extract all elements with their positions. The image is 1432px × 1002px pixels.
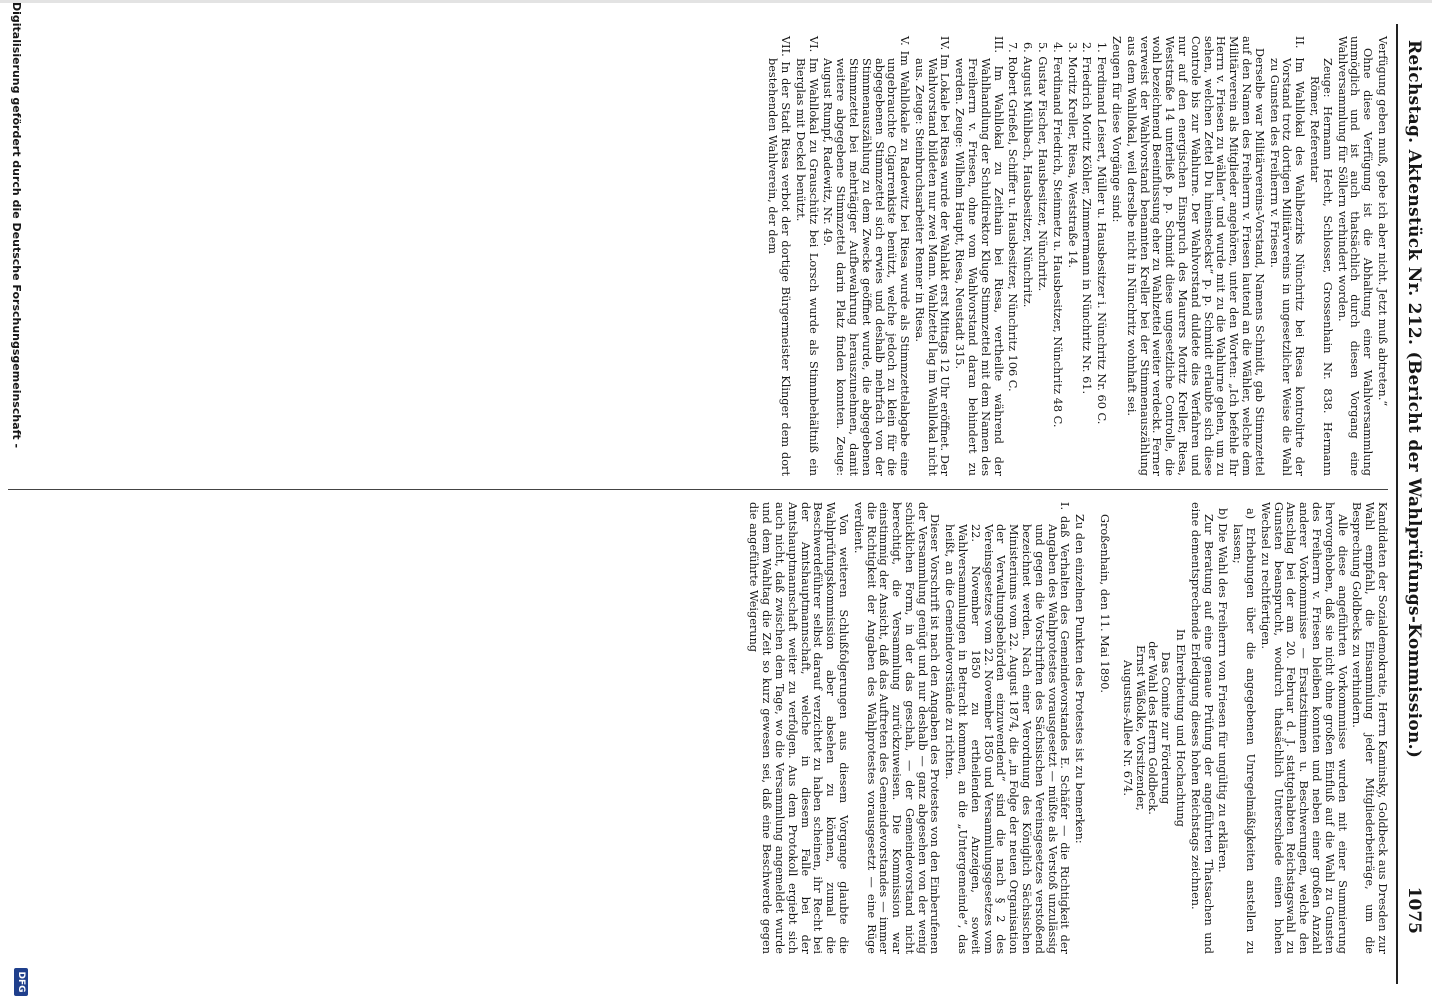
text-paragraph: Das Comite zur Förderung xyxy=(1159,651,1173,805)
text-paragraph: In Ehrerbietung und Hochachtung xyxy=(1174,628,1188,828)
text-paragraph: 1. Ferdinand Leisert, Müller u. Hausbesitzer i. Nünchritz Nr. 60 C. xyxy=(1095,42,1109,425)
spacer xyxy=(1085,502,1095,954)
text-paragraph: Alle diese angeführten Vorkommnisse wurden mit einer Summierung hervorgehoben, daß sie nicht ohne großen Einfluß auf die Wahl zu Gunsten des Freiherrn v. Friesen bleiben konnten und neben einer großen Anzahl anderer Vorkommnisse — Ersatzstimmen u. Beschwerungen, welche den Anschlag bei der am 20. Februar d. J. stattgehabten Reichstagswahl zu Gunsten beansprucht, wodurch thatsächlich Unterschiede einen hohen Wechsel zu rechtfertigen. xyxy=(1258,502,1349,954)
text-paragraph: Augustus-Allee Nr. 674. xyxy=(1120,660,1134,796)
text-paragraph: VI. Im Wahllokal zu Grauschütz bei Lorsch wurde als Stimmbehältniß ein Bierglas mit Deckel benützt. xyxy=(793,36,820,476)
text-paragraph: 2. Friedrich Moritz Köhler, Zimmermann in Nünchritz Nr. 61. xyxy=(1080,42,1094,395)
text-paragraph: Verfügung geben muß, gebe ich aber nicht. Jetzt muß abtreten.“ xyxy=(1376,36,1389,407)
text-paragraph: Großenhain, den 11. Mai 1890. xyxy=(1098,514,1112,694)
text-paragraph: IV. Im Lokale bei Riesa wurde der Wahlakt erst Mittags 12 Uhr eröffnet. Der Wahlvorstand bildeten nur zwei Mann. Wahlzettel lag im Wahllokal nicht aus. Zeuge: Steinbruchsarbeiter Renner in Riesa. xyxy=(912,36,952,476)
text-paragraph: Derselbe war Militärvereins-Vorstand, Namens Schmidt, gab Stimmzettel auf den Namen des Freiherrn v. Friesen lautend an die Wähler, welche dem Militärverein als Mitglieder angehören, unter den Worten: „Ich befehle Ihr Herrn v. Friesen zu wählen“ und wurde mit zu die Wahlurne gehen, um zu sehen, welchen Zettel Du hineinsteckst“ p. p. Schmidt erlaubte sich diese Controle bis zur Wahlurne. Der Wahlvorstand duldete dies Verfahren und nur auf den energischen Einspruch des Maurers Moritz Kreller, Riesa, Weststraße 14 unterließ p. p. Schmidt diese ungesetzliche Controlle, die wohl bezeichnend Beeinflussung eher zu Wahlzettel weiter verdeckt. Ferner verweist der Wahlvorstand benannten Kreller bei der Stimmenauszählung aus dem Wahllokal, weil derselbe nicht in Nünchritz wohnhaft sei. xyxy=(1124,36,1266,476)
text-paragraph: Zu den einzelnen Punkten des Protestes ist zu bemerken: xyxy=(1073,514,1087,844)
text-paragraph: Zur Beratung auf eine genaue Prüfung der angeführten Thatsachen und eine dementsprechende Erledigung dieses hohen Reichstags zeichnen. xyxy=(1188,502,1215,954)
text-paragraph: Dieser Vorschrift ist nach den Angaben des Protestes von den Einberufenen der Versammlung genügt und nur deshalb — ganz abgesehen von der wenig schicklichen Form, in der das geschah, — der Gemeindevorstand nicht berechtigt, die Versammlung zurückzuweisen. Die Kommission war einstimmig der Ansicht, daß das Auftreten des Gemeindevorstandes — immer die Richtigkeit der Angaben des Wahlprotestes vorausgesetzt — eine Rüge verdient. xyxy=(851,502,942,954)
spacer xyxy=(1110,502,1120,954)
right-column xyxy=(745,502,1388,954)
text-paragraph: Ernst Wäßolke, Vorsitzender, xyxy=(1133,645,1147,811)
left-column xyxy=(763,36,1388,476)
funding-notice: Digitalisierung gefördert durch die Deutsche Forschungsgemeinschaft - xyxy=(10,2,23,449)
text-paragraph: 7. Robert Grießel, Schiffer u. Hausbesitzer, Nünchritz 106 C. xyxy=(1006,42,1020,392)
text-paragraph: 5. Gustav Fischer, Hausbesitzer, Nünchritz. xyxy=(1036,42,1050,292)
text-paragraph: III. Im Wahllokal zu Zeithain bei Riesa, vertheilte während der Wahlhandlung der Schuldirektor Kluge Stimmzettel mit dem Namen des Freiherrn v. Friesen, ohne vom Wahlvorstand daran behindert zu werden. Zeuge: Wilhelm Hauptt, Riesa, Neustadt 315. xyxy=(953,36,1005,476)
text-paragraph: Kandidaten der Sozialdemokratie, Herrn Kaminsky, Goldbeck aus Dresden zur Wahl empfahl, die Einsammlung jeder Mitgliederbeiträge, um die Besprechung Goldbecks zu verhindern. xyxy=(1350,502,1389,954)
header-title: Reichstag. Aktenstück Nr. 212. (Bericht der Wahlprüfungs-Kommission.) xyxy=(1404,40,1424,759)
text-paragraph: Ohne diese Verfügung ist die Abhaltung einer Wahlversammlung unmöglich und ist auch thatsächlich durch diesen Vorgang eine Wahlversammlung für Söllern verhindert worden. xyxy=(1335,36,1375,476)
text-paragraph: VII. In der Stadt Riesa verbot der dortige Bürgermeister Klinger dem dort bestehenden Wahlverein, der dem xyxy=(766,36,792,476)
page-number: 1075 xyxy=(1404,886,1424,934)
dfg-logo-text: DFG xyxy=(16,971,26,993)
text-paragraph: Zeugen für diese Vorgänge sind: xyxy=(1110,36,1124,223)
text-paragraph: der Wahl des Herrn Goldbeck. xyxy=(1146,641,1160,815)
text-paragraph: Zeuge: Hermann Hecht, Schlosser, Grossenhain Nr. 838. Hermann Römer, Referentar xyxy=(1308,58,1334,476)
dfg-logo xyxy=(14,968,28,996)
column-separator xyxy=(8,489,1388,490)
page-header xyxy=(1396,24,1426,974)
text-paragraph: 4. Ferdinand Friedrich, Steinmetz u. Hausbesitzer, Nünchritz 48 C. xyxy=(1050,42,1064,428)
text-paragraph: V. Im Wahllokale zu Radewitz bei Riesa wurde als Stimmzettelabgabe eine ungebrauchte Cigarrenkiste benützt, welche jedoch zu klein für die abgegebenen Stimmzettel sich erwies und deshalb mehrfach von der Stimmenauszählung zu dem Zwecke geöffnet wurde, die abgegebenen Stimmzettel bei mehrtägiger Aufbewahrung herauszunehmen, damit weitere abgegebene Stimmzettel darin Platz finden konnten. Zeuge: August Rumpf, Radewitz, Nr. 49. xyxy=(821,36,912,476)
text-paragraph: I. daß Verhalten des Gemeindevorstandes E. Schäfer — die Richtigkeit der Angaben des Wahlprotestes vorausgesetzt — müßte als Verstoß unzulässig und gegen die Vorschriften des Sächsischen Vereinsgesetzes verstoßend bezeichnet werden. Nach einer Verordnung des Königlich Sächsischen Ministeriums vom 22. August 1874, die „in Folge der neuen Organisation der Verwaltungsbehörden einzuwendend“ sind die nach § 2 des Vereinsgesetzes vom 22. November 1850 und Versammlungsgesetzes vom 22. November 1850 zu ertheilenden Anzeigen, soweit Wahlversammlungen in Betracht kommen, an die „Untergemeinde“, das heißt, an die Gemeindevorstände zu richten. xyxy=(943,502,1072,954)
text-paragraph: b) Die Wahl des Freiherrn von Friesen für ungültig zu erklären. xyxy=(1216,508,1230,873)
text-paragraph: 6. August Mühlbach, Hausbesitzer, Nünchritz. xyxy=(1021,42,1035,308)
text-paragraph: a) Erhebungen über die angegebenen Unregelmäßigkeiten anstellen zu lassen; xyxy=(1231,508,1258,954)
digitization-footer xyxy=(5,0,29,1000)
text-paragraph: Von weiteren Schlußfolgerungen aus diesem Vorgange glaubte die Wahlprüfungskommission aber absehen zu können, zumal die Beschwerdeführer selbst darauf verzichtet zu haben scheinen, ihr Recht bei der Amtshauptmannschaft, welche in diesem Falle bei der Amtshauptmannschaft weiter zu verfolgen. Aus dem Protokoll ergiebt sich auch nicht, daß zwischen dem Tage, wo die Versammlung angemeldet wurde und dem Wahltag die Zeit so kurz gewesen sei, daß eine Beschwerde gegen die angeführte Weigerung xyxy=(747,502,850,954)
header-rule xyxy=(1396,24,1398,984)
text-paragraph: II. Im Wahllokal des Wahlbezirks Nünchritz bei Riesa kontrolirte der Vorstand trotz dortigen Militärvereins in ungesetzlicher Weise die Wahl zu Gunsten des Freiherrn v. Friesen. xyxy=(1267,36,1307,476)
text-paragraph: 3. Moritz Kreller, Riesa, Weststraße 14. xyxy=(1065,42,1079,269)
